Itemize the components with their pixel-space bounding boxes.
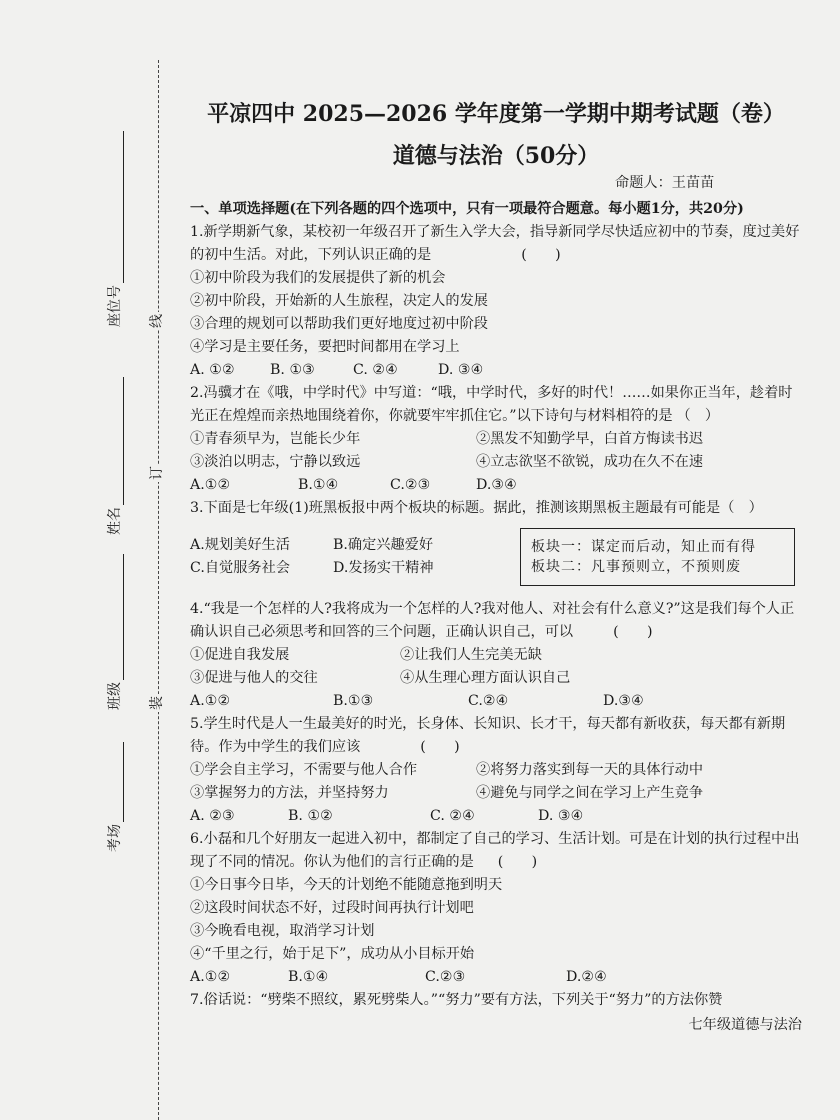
choice-a: A. ①② [190, 362, 235, 378]
choice-c: C.②③ [390, 477, 431, 493]
choice-d: D. ③④ [438, 362, 484, 378]
answer-choices [190, 966, 802, 989]
choice-c: C.②③ [425, 969, 466, 985]
answer-choices [190, 805, 802, 828]
option: ②初中阶段，开始新的人生旅程，决定人的发展 [190, 293, 488, 309]
choice-b: B. ①② [288, 808, 333, 824]
option: ①青春须早为，岂能长少年 [190, 431, 361, 447]
option: ①学会自主学习，不需要与他人合作 [190, 762, 418, 778]
choice-b: B. ①③ [270, 362, 315, 378]
section-heading: 一、单项选择题(在下列各题的四个选项中，只有一项最符合题意。每小题1分，共20分) [190, 201, 744, 217]
question-7 [190, 989, 802, 1012]
option: B.确定兴趣爱好 [333, 537, 434, 553]
exam-room-field [106, 742, 124, 852]
question-stem [190, 828, 802, 874]
question-stem [190, 598, 802, 644]
choice-d: D.②④ [566, 969, 607, 985]
choice-a: A. ②③ [190, 808, 235, 824]
binding-mark-staple: 装 [149, 696, 165, 710]
option: ③淡泊以明志，宁静以致远 [190, 454, 361, 470]
board-section-2-title: 板块二：凡事预则立，不预则废 [531, 559, 741, 575]
option: ③今晚看电视，取消学习计划 [190, 923, 375, 939]
question-4 [190, 598, 802, 713]
binding-mark-bind: 订 [149, 466, 165, 480]
option: ④从生理心理方面认识自己 [400, 670, 571, 686]
question-stem [190, 713, 802, 759]
option: ④立志欲坚不欲锐，成功在久不在速 [476, 454, 704, 470]
option: ①今日事今日毕，今天的计划绝不能随意拖到明天 [190, 877, 503, 893]
option: ①促进自我发展 [190, 647, 290, 663]
option: C.自觉服务社会 [190, 560, 290, 576]
answer-choices [190, 359, 802, 382]
question-text: 2.冯骥才在《哦，中学时代》中写道：“哦，中学时代，多好的时代！……如果你正当年，趁着时光正在煌煌而亲热地围绕着你，你就要牢牢抓住它。”以下诗句与材料相符的是 [190, 385, 793, 424]
blackboard-titles-box [520, 528, 795, 586]
choice-b: B.①③ [333, 693, 374, 709]
option: ①初中阶段为我们的发展提供了新的机会 [190, 270, 446, 286]
student-name-label: 姓名 [107, 507, 123, 535]
question-6 [190, 828, 802, 989]
choice-d: D. ③④ [538, 808, 584, 824]
seat-number-label: 座位号 [107, 285, 123, 327]
option: ②让我们人生完美无缺 [400, 647, 542, 663]
seat-number-blank-line [109, 131, 124, 283]
choice-c: C. ②④ [430, 808, 475, 824]
binding-dashed-line [158, 60, 159, 1120]
choice-c: C. ②④ [353, 362, 398, 378]
question-text: 7.俗话说：“劈柴不照纹，累死劈柴人。”“努力”要有方法，下列关于“努力”的方法你赞 [190, 992, 723, 1008]
option: ②这段时间状态不好，过段时间再执行计划吧 [190, 900, 474, 916]
question-3 [190, 497, 802, 598]
exam-content [190, 98, 802, 1037]
choice-a: A.①② [190, 969, 231, 985]
exam-room-blank-line [109, 742, 124, 822]
question-5 [190, 713, 802, 828]
answer-blank: ( ) [521, 247, 561, 263]
class-field [106, 554, 124, 710]
choice-d: D.③④ [476, 477, 517, 493]
board-section-1-title: 板块一：谋定而后动，知止而有得 [531, 539, 756, 555]
options-grid [190, 428, 802, 474]
option: A.规划美好生活 [190, 537, 290, 553]
answer-blank: ( ) [420, 739, 460, 755]
question-text: 6.小磊和几个好朋友一起进入初中，都制定了自己的学习、生活计划。可是在计划的执行过程中出现了不同的情况。你认为他们的言行正确的是 [190, 831, 800, 870]
choice-c: C.②④ [468, 693, 509, 709]
option: ③合理的规划可以帮助我们更好地度过初中阶段 [190, 316, 488, 332]
class-blank-line [109, 554, 124, 680]
options-grid [190, 759, 802, 805]
question-1 [190, 221, 802, 382]
answer-choices [190, 690, 802, 713]
option: ④避免与同学之间在学习上产生竞争 [476, 785, 704, 801]
question-stem [190, 497, 802, 520]
option: ③掌握努力的方法，并坚持努力 [190, 785, 389, 801]
answer-blank: （ ） [720, 500, 763, 516]
question-text: 5.学生时代是人一生最美好的时光，长身体、长知识、长才干，每天都有新收获，每天都有新期待。作为中学生的我们应该 [190, 716, 786, 755]
answer-choices [190, 474, 802, 497]
exam-title: 平凉四中 2025—2026 学年度第一学期中期考试题（卷） [207, 101, 785, 127]
question-2 [190, 382, 802, 497]
seat-number-field [106, 131, 124, 327]
choice-b: B.①④ [288, 969, 329, 985]
question-stem [190, 382, 802, 428]
option: ③促进与他人的交往 [190, 670, 318, 686]
answer-blank: （ ） [676, 408, 720, 424]
choice-d: D.③④ [603, 693, 644, 709]
options-grid [190, 534, 510, 580]
question-stem [190, 221, 802, 267]
exam-room-label: 考场 [107, 824, 123, 852]
option: ②将努力落实到每一天的具体行动中 [476, 762, 704, 778]
binding-mark-line: 线 [149, 314, 165, 328]
question-text: 1.新学期新气象，某校初一年级召开了新生入学大会，指导新同学尽快适应初中的节奏，度过美好的初中生活。对此，下列认识正确的是 [190, 224, 800, 263]
exam-author: 命题人：王苗苗 [615, 175, 715, 191]
option: ④学习是主要任务，要把时间都用在学习上 [190, 339, 460, 355]
student-name-field [106, 377, 124, 535]
options-grid [190, 644, 802, 690]
answer-blank: ( ) [613, 624, 653, 640]
option: ④“千里之行，始于足下”，成功从小目标开始 [190, 946, 475, 962]
choice-a: A.①② [190, 693, 231, 709]
student-name-blank-line [109, 377, 124, 505]
choice-b: B.①④ [298, 477, 339, 493]
answer-blank: ( ) [497, 854, 538, 870]
choice-a: A.①② [190, 477, 231, 493]
question-3-body [190, 520, 802, 598]
class-label: 班级 [107, 682, 123, 710]
exam-subtitle: 道德与法治（50分） [392, 143, 600, 169]
question-text: 3.下面是七年级(1)班黑板报中两个板块的标题。据此，推测该期黑板主题最有可能是 [190, 500, 721, 516]
page-footer: 七年级道德与法治 [688, 1017, 802, 1033]
option: D.发扬实干精神 [333, 560, 434, 576]
question-text: 4.“我是一个怎样的人?我将成为一个怎样的人?我对他人、对社会有什么意义?”这是我们每个人正确认识自己必须思考和回答的三个问题，正确认识自己，可以 [190, 601, 795, 640]
option: ②黑发不知勤学早，白首方悔读书迟 [476, 431, 704, 447]
